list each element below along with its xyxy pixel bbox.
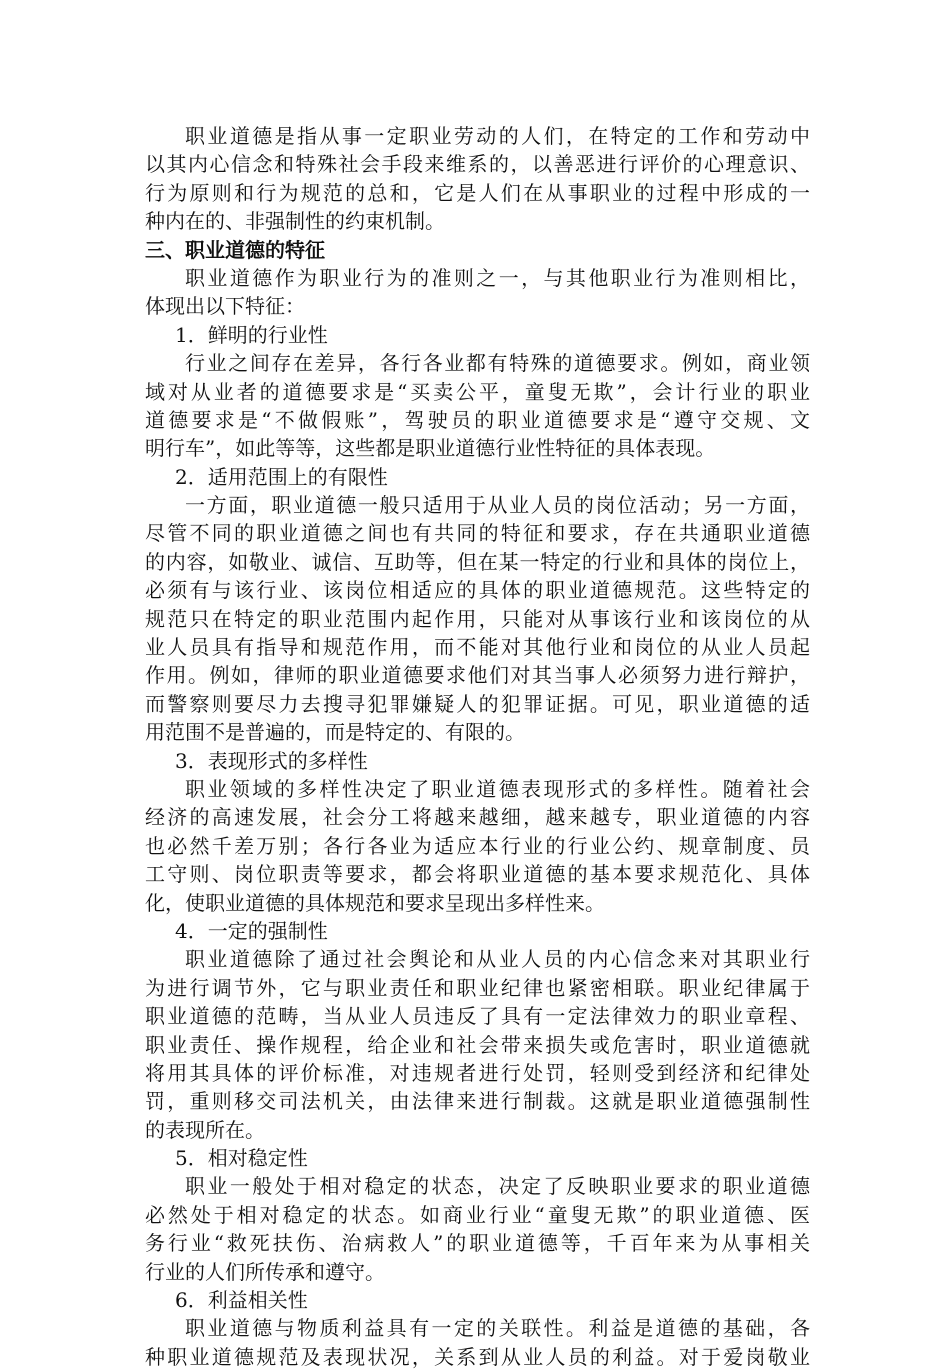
text-line: 作用。例如，律师的职业道德要求他们对其当事人必须努力进行辩护，: [145, 663, 810, 688]
text-line: 域对从业者的道德要求是“买卖公平，童叟无欺”，会计行业的职业: [145, 379, 810, 404]
section-heading: 三、职业道德的特征: [145, 237, 325, 262]
text-line: 的内容，如敬业、诚信、互助等，但在某一特定的行业和具体的岗位上，: [145, 549, 810, 574]
text-line: 化，使职业道德的具体规范和要求呈现出多样性来。: [145, 890, 605, 915]
text-line: 职业道德与物质利益具有一定的关联性。利益是道德的基础，各: [185, 1316, 810, 1341]
subsection-heading: 4．一定的强制性: [175, 918, 328, 943]
text-line: 职业领域的多样性决定了职业道德表现形式的多样性。随着社会: [185, 776, 810, 801]
text-line: 道德要求是“不做假账”，驾驶员的职业道德要求是“遵守交规、文: [145, 407, 810, 432]
text-line: 而警察则要尽力去搜寻犯罪嫌疑人的犯罪证据。可见，职业道德的适: [145, 691, 810, 716]
text-line: 职业道德作为职业行为的准则之一，与其他职业行为准则相比，: [185, 265, 810, 290]
subsection-heading: 2．适用范围上的有限性: [175, 464, 388, 489]
text-line: 用范围不是普遍的，而是特定的、有限的。: [145, 720, 525, 745]
text-line: 务行业“救死扶伤、治病救人”的职业道德等，千百年来为从事相关: [145, 1231, 810, 1256]
text-line: 职业道德的范畴，当从业人员违反了具有一定法律效力的职业章程、: [145, 1004, 810, 1029]
text-line: 经济的高速发展，社会分工将越来越细，越来越专，职业道德的内容: [145, 805, 810, 830]
text-line: 种职业道德规范及表现状况，关系到从业人员的利益。对于爱岗敬业: [145, 1344, 810, 1369]
text-line: 必然处于相对稳定的状态。如商业行业“童叟无欺”的职业道德、医: [145, 1202, 810, 1227]
subsection-heading: 1．鲜明的行业性: [175, 322, 328, 347]
text-line: 的表现所在。: [145, 1117, 265, 1142]
text-line: 工守则、岗位职责等要求，都会将职业道德的基本要求规范化、具体: [145, 862, 810, 887]
text-line: 为进行调节外，它与职业责任和职业纪律也紧密相联。职业纪律属于: [145, 975, 810, 1000]
text-line: 职业道德是指从事一定职业劳动的人们，在特定的工作和劳动中: [185, 124, 810, 148]
text-line: 以其内心信念和特殊社会手段来维系的，以善恶进行评价的心理意识、: [145, 152, 810, 177]
text-line: 体现出以下特征：: [145, 294, 305, 319]
text-line: 职业一般处于相对稳定的状态，决定了反映职业要求的职业道德: [185, 1174, 810, 1199]
text-line: 明行车”，如此等等，这些都是职业道德行业性特征的具体表现。: [145, 436, 716, 461]
text-line: 必须有与该行业、该岗位相适应的具体的职业道德规范。这些特定的: [145, 578, 810, 603]
text-line: 业人员具有指导和规范作用，而不能对其他行业和岗位的从业人员起: [145, 635, 810, 660]
subsection-heading: 5．相对稳定性: [175, 1146, 308, 1171]
text-line: 行业之间存在差异，各行各业都有特殊的道德要求。例如，商业领: [185, 351, 810, 376]
text-line: 种内在的、非强制性的约束机制。: [145, 209, 445, 234]
text-line: 罚，重则移交司法机关，由法律来进行制裁。这就是职业道德强制性: [145, 1089, 810, 1114]
subsection-heading: 6．利益相关性: [175, 1288, 308, 1313]
text-line: 一方面，职业道德一般只适用于从业人员的岗位活动；另一方面，: [185, 493, 810, 518]
text-line: 行为原则和行为规范的总和，它是人们在从事职业的过程中形成的一: [145, 180, 810, 205]
text-line: 职业道德除了通过社会舆论和从业人员的内心信念来对其职业行: [185, 947, 810, 972]
document-body: [145, 122, 810, 1371]
text-line: 尽管不同的职业道德之间也有共同的特征和要求，存在共通职业道德: [145, 521, 810, 546]
text-line: 将用其具体的评价标准，对违规者进行处罚，轻则受到经济和纪律处: [145, 1060, 810, 1085]
subsection-heading: 3．表现形式的多样性: [175, 748, 368, 773]
text-line: 规范只在特定的职业范围内起作用，只能对从事该行业和该岗位的从: [145, 606, 810, 631]
text-line: 职业责任、操作规程，给企业和社会带来损失或危害时，职业道德就: [145, 1032, 810, 1057]
text-line: 行业的人们所传承和遵守。: [145, 1259, 385, 1284]
text-line: 也必然千差万别；各行各业为适应本行业的行业公约、规章制度、员: [145, 833, 810, 858]
